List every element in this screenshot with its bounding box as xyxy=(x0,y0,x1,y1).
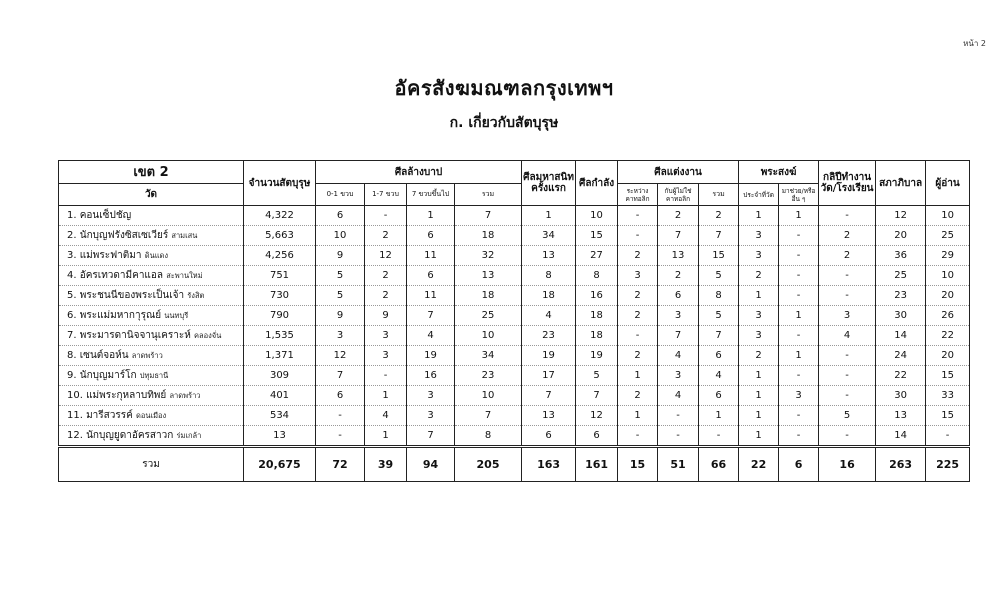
priests-resident-cell: 2 xyxy=(739,346,779,366)
marriage-total-cell: 8 xyxy=(699,286,739,306)
baptism-1-7-cell: - xyxy=(365,206,407,226)
total-marriage: 66 xyxy=(699,447,739,482)
church-name: พระมารดานิจจานุเคราะห์ xyxy=(79,330,191,341)
baptism-total-cell: 10 xyxy=(455,386,522,406)
row-number: 8. xyxy=(67,350,77,361)
baptism-total-cell: 13 xyxy=(455,266,522,286)
marriage-total-cell: - xyxy=(699,426,739,447)
row-number: 2. xyxy=(67,230,77,241)
table-row xyxy=(59,406,970,426)
marriage-total-cell: 1 xyxy=(699,406,739,426)
ministry-cell: 3 xyxy=(819,306,876,326)
priests-resident-cell: 1 xyxy=(739,426,779,447)
church-name: เซนต์จอห์น xyxy=(79,350,129,361)
total-baptism-0-1: 72 xyxy=(316,447,365,482)
total-priests-other: 6 xyxy=(779,447,819,482)
church-name-cell xyxy=(59,306,244,326)
priests-other-cell: - xyxy=(779,326,819,346)
first-communion-cell: 13 xyxy=(522,406,576,426)
marriage-mixed-cell: - xyxy=(658,426,699,447)
population-header: จำนวนสัตบุรุษ xyxy=(244,161,316,206)
church-area: ร่มเกล้า xyxy=(176,431,202,440)
table-row xyxy=(59,266,970,286)
priests-other-cell: - xyxy=(779,266,819,286)
marriage-total-cell: 15 xyxy=(699,246,739,266)
priests-other-cell: 3 xyxy=(779,386,819,406)
row-number: 4. xyxy=(67,270,77,281)
baptism-1-7-cell: - xyxy=(365,366,407,386)
priests-other-cell: 1 xyxy=(779,206,819,226)
baptism-7-up-cell: 7 xyxy=(407,426,455,447)
baptism-0-1-cell: 7 xyxy=(316,366,365,386)
baptism-1-7-cell: 1 xyxy=(365,386,407,406)
population-cell: 790 xyxy=(244,306,316,326)
council-cell: 36 xyxy=(876,246,926,266)
church-area: ลาดพร้าว xyxy=(131,351,163,360)
church-name-cell xyxy=(59,206,244,226)
church-area: สามเสน xyxy=(171,231,198,240)
readers-cell: 26 xyxy=(926,306,970,326)
baptism-1-7-cell: 2 xyxy=(365,226,407,246)
priests-other-cell: - xyxy=(779,366,819,386)
church-area: ดอนเมือง xyxy=(136,411,167,420)
first-communion-cell: 13 xyxy=(522,246,576,266)
confirmation-cell: 6 xyxy=(576,426,618,447)
table-row xyxy=(59,366,970,386)
total-council: 263 xyxy=(876,447,926,482)
baptism-7-up-cell: 3 xyxy=(407,386,455,406)
population-cell: 1,371 xyxy=(244,346,316,366)
readers-cell: 22 xyxy=(926,326,970,346)
confirmation-cell: 18 xyxy=(576,326,618,346)
baptism-1-7-header: 1-7 ขวบ xyxy=(365,184,407,206)
church-name-cell xyxy=(59,346,244,366)
church-name-cell xyxy=(59,406,244,426)
readers-cell: - xyxy=(926,426,970,447)
priests-resident-cell: 1 xyxy=(739,366,779,386)
confirmation-cell: 18 xyxy=(576,306,618,326)
church-name: มารีสวรรค์ xyxy=(86,410,133,421)
total-population: 20,675 xyxy=(244,447,316,482)
priests-resident-cell: 1 xyxy=(739,406,779,426)
ministry-cell: 5 xyxy=(819,406,876,426)
council-cell: 24 xyxy=(876,346,926,366)
church-name-cell xyxy=(59,386,244,406)
church-name-cell xyxy=(59,226,244,246)
population-cell: 534 xyxy=(244,406,316,426)
baptism-7-up-cell: 16 xyxy=(407,366,455,386)
church-name: แม่พระกุหลาบทิพย์ xyxy=(86,390,167,401)
readers-cell: 15 xyxy=(926,366,970,386)
priests-other-cell: - xyxy=(779,406,819,426)
marriage-catholic-cell: 2 xyxy=(618,346,658,366)
church-area: คลองจั่น xyxy=(194,331,222,340)
church-name-cell xyxy=(59,326,244,346)
baptism-7-up-cell: 19 xyxy=(407,346,455,366)
readers-cell: 20 xyxy=(926,286,970,306)
table-row xyxy=(59,306,970,326)
ministry-cell: - xyxy=(819,266,876,286)
marriage-mixed-cell: 13 xyxy=(658,246,699,266)
priests-other-header: มาช่วย/หรืออื่น ๆ xyxy=(779,184,819,206)
marriage-mixed-cell: 3 xyxy=(658,306,699,326)
population-cell: 730 xyxy=(244,286,316,306)
priests-other-cell: - xyxy=(779,286,819,306)
baptism-total-cell: 25 xyxy=(455,306,522,326)
priests-header: พระสงฆ์ xyxy=(739,161,819,184)
table-row xyxy=(59,426,970,447)
readers-cell: 20 xyxy=(926,346,970,366)
baptism-7-up-cell: 1 xyxy=(407,206,455,226)
priests-other-cell: 1 xyxy=(779,346,819,366)
totals-row xyxy=(59,447,970,482)
confirmation-cell: 5 xyxy=(576,366,618,386)
marriage-total-cell: 7 xyxy=(699,226,739,246)
marriage-catholic-cell: 2 xyxy=(618,306,658,326)
first-communion-cell: 17 xyxy=(522,366,576,386)
statistics-table xyxy=(58,160,970,482)
council-cell: 14 xyxy=(876,426,926,447)
church-area: รังสิต xyxy=(187,291,205,300)
population-cell: 751 xyxy=(244,266,316,286)
baptism-0-1-cell: - xyxy=(316,426,365,447)
priests-resident-cell: 3 xyxy=(739,326,779,346)
church-header: วัด xyxy=(59,184,244,206)
priests-resident-cell: 1 xyxy=(739,386,779,406)
church-name: นักบุญยูดาอัครสาวก xyxy=(86,430,174,441)
first-communion-cell: 7 xyxy=(522,386,576,406)
population-cell: 309 xyxy=(244,366,316,386)
baptism-0-1-cell: 5 xyxy=(316,286,365,306)
ministry-cell: - xyxy=(819,386,876,406)
council-cell: 14 xyxy=(876,326,926,346)
church-area: ลาดพร้าว xyxy=(169,391,201,400)
row-number: 10. xyxy=(67,390,83,401)
church-name: นักบุญฟรังซิสเซเวียร์ xyxy=(79,230,169,241)
marriage-total-cell: 2 xyxy=(699,206,739,226)
marriage-catholic-cell: - xyxy=(618,206,658,226)
row-number: 7. xyxy=(67,330,77,341)
confirmation-cell: 12 xyxy=(576,406,618,426)
total-baptism: 205 xyxy=(455,447,522,482)
baptism-7-up-cell: 11 xyxy=(407,246,455,266)
baptism-0-1-cell: 5 xyxy=(316,266,365,286)
page-subtitle: ก. เกี่ยวกับสัตบุรุษ xyxy=(449,115,559,131)
marriage-mixed-header: กับผู้ไม่ใช่คาทอลิก xyxy=(658,184,699,206)
baptism-0-1-cell: 10 xyxy=(316,226,365,246)
population-cell: 4,322 xyxy=(244,206,316,226)
table-row xyxy=(59,246,970,266)
marriage-total-cell: 4 xyxy=(699,366,739,386)
population-cell: 401 xyxy=(244,386,316,406)
marriage-catholic-cell: - xyxy=(618,326,658,346)
baptism-total-cell: 23 xyxy=(455,366,522,386)
row-number: 9. xyxy=(67,370,77,381)
council-cell: 12 xyxy=(876,206,926,226)
confirmation-cell: 15 xyxy=(576,226,618,246)
council-cell: 30 xyxy=(876,386,926,406)
row-number: 5. xyxy=(67,290,77,301)
total-priests-resident: 22 xyxy=(739,447,779,482)
readers-header: ผู้อ่าน xyxy=(926,161,970,206)
baptism-1-7-cell: 12 xyxy=(365,246,407,266)
baptism-0-1-header: 0-1 ขวบ xyxy=(316,184,365,206)
first-communion-cell: 19 xyxy=(522,346,576,366)
church-name: พระแม่มหากาุรุณย์ xyxy=(79,310,162,321)
baptism-0-1-cell: - xyxy=(316,406,365,426)
baptism-7-up-cell: 7 xyxy=(407,306,455,326)
priests-resident-cell: 3 xyxy=(739,226,779,246)
priests-resident-header: ประจำที่วัด xyxy=(739,184,779,206)
baptism-7-up-cell: 3 xyxy=(407,406,455,426)
marriage-mixed-cell: 2 xyxy=(658,266,699,286)
ministry-header: กลิปีทำงานวัด/โรงเรียน xyxy=(819,161,876,206)
table-row xyxy=(59,386,970,406)
readers-cell: 29 xyxy=(926,246,970,266)
confirmation-cell: 27 xyxy=(576,246,618,266)
baptism-0-1-cell: 9 xyxy=(316,306,365,326)
church-area: ดินแดง xyxy=(144,251,169,260)
row-number: 12. xyxy=(67,430,83,441)
total-marriage-mixed: 51 xyxy=(658,447,699,482)
page-title: อัครสังฆมณฑลกรุงเทพฯ xyxy=(394,76,614,100)
church-area: สะพานใหม่ xyxy=(166,271,203,280)
readers-cell: 15 xyxy=(926,406,970,426)
first-communion-cell: 23 xyxy=(522,326,576,346)
marriage-total-cell: 5 xyxy=(699,306,739,326)
confirmation-cell: 16 xyxy=(576,286,618,306)
table-row xyxy=(59,206,970,226)
priests-other-cell: - xyxy=(779,246,819,266)
church-name: พระชนนีของพระเป็นเจ้า xyxy=(79,290,185,301)
church-name: คอนเซ็ปชัญ xyxy=(79,210,132,221)
page-number: หน้า 2 xyxy=(963,39,986,48)
population-cell: 13 xyxy=(244,426,316,447)
confirmation-cell: 8 xyxy=(576,266,618,286)
ministry-cell: - xyxy=(819,286,876,306)
confirmation-cell: 7 xyxy=(576,386,618,406)
first-communion-cell: 18 xyxy=(522,286,576,306)
ministry-cell: - xyxy=(819,346,876,366)
baptism-total-cell: 18 xyxy=(455,226,522,246)
ministry-cell: - xyxy=(819,366,876,386)
baptism-1-7-cell: 3 xyxy=(365,346,407,366)
readers-cell: 10 xyxy=(926,266,970,286)
readers-cell: 33 xyxy=(926,386,970,406)
zone-header: เขต 2 xyxy=(59,161,244,184)
priests-resident-cell: 3 xyxy=(739,306,779,326)
baptism-7-up-header: 7 ขวบขึ้นไป xyxy=(407,184,455,206)
row-number: 1. xyxy=(67,210,77,221)
council-cell: 30 xyxy=(876,306,926,326)
baptism-1-7-cell: 1 xyxy=(365,426,407,447)
confirmation-header: ศีลกำลัง xyxy=(576,161,618,206)
table-row xyxy=(59,226,970,246)
baptism-7-up-cell: 6 xyxy=(407,266,455,286)
row-number: 3. xyxy=(67,250,77,261)
council-cell: 22 xyxy=(876,366,926,386)
baptism-1-7-cell: 3 xyxy=(365,326,407,346)
marriage-catholic-cell: 1 xyxy=(618,366,658,386)
ministry-cell: 2 xyxy=(819,226,876,246)
total-confirmation: 161 xyxy=(576,447,618,482)
first-communion-cell: 34 xyxy=(522,226,576,246)
church-name-cell xyxy=(59,426,244,447)
church-name-cell xyxy=(59,366,244,386)
priests-resident-cell: 1 xyxy=(739,206,779,226)
council-cell: 25 xyxy=(876,266,926,286)
baptism-1-7-cell: 2 xyxy=(365,286,407,306)
church-name-cell xyxy=(59,266,244,286)
priests-resident-cell: 2 xyxy=(739,266,779,286)
first-communion-cell: 8 xyxy=(522,266,576,286)
ministry-cell: - xyxy=(819,206,876,226)
council-cell: 20 xyxy=(876,226,926,246)
first-communion-cell: 1 xyxy=(522,206,576,226)
church-name: แม่พระฟาติมา xyxy=(79,250,142,261)
baptism-0-1-cell: 6 xyxy=(316,206,365,226)
baptism-total-cell: 7 xyxy=(455,406,522,426)
baptism-1-7-cell: 4 xyxy=(365,406,407,426)
church-area: นนทบุรี xyxy=(164,311,189,320)
priests-other-cell: 1 xyxy=(779,306,819,326)
baptism-0-1-cell: 9 xyxy=(316,246,365,266)
table-row xyxy=(59,346,970,366)
ministry-cell: 4 xyxy=(819,326,876,346)
marriage-mixed-cell: 7 xyxy=(658,226,699,246)
population-cell: 1,535 xyxy=(244,326,316,346)
total-first-communion: 163 xyxy=(522,447,576,482)
first-communion-cell: 6 xyxy=(522,426,576,447)
church-name-cell xyxy=(59,246,244,266)
priests-resident-cell: 3 xyxy=(739,246,779,266)
baptism-7-up-cell: 6 xyxy=(407,226,455,246)
table-row xyxy=(59,326,970,346)
population-cell: 5,663 xyxy=(244,226,316,246)
row-number: 11. xyxy=(67,410,83,421)
confirmation-cell: 19 xyxy=(576,346,618,366)
marriage-catholic-cell: - xyxy=(618,226,658,246)
priests-other-cell: - xyxy=(779,226,819,246)
marriage-total-cell: 6 xyxy=(699,386,739,406)
marriage-total-cell: 7 xyxy=(699,326,739,346)
baptism-total-cell: 32 xyxy=(455,246,522,266)
total-marriage-catholic: 15 xyxy=(618,447,658,482)
marriage-catholic-cell: 2 xyxy=(618,246,658,266)
marriage-catholic-cell: 2 xyxy=(618,286,658,306)
baptism-0-1-cell: 3 xyxy=(316,326,365,346)
total-readers: 225 xyxy=(926,447,970,482)
population-cell: 4,256 xyxy=(244,246,316,266)
baptism-7-up-cell: 4 xyxy=(407,326,455,346)
council-cell: 23 xyxy=(876,286,926,306)
baptism-0-1-cell: 6 xyxy=(316,386,365,406)
baptism-1-7-cell: 9 xyxy=(365,306,407,326)
marriage-mixed-cell: - xyxy=(658,406,699,426)
marriage-total-cell: 5 xyxy=(699,266,739,286)
marriage-mixed-cell: 2 xyxy=(658,206,699,226)
marriage-catholic-cell: 2 xyxy=(618,386,658,406)
baptism-1-7-cell: 2 xyxy=(365,266,407,286)
priests-resident-cell: 1 xyxy=(739,286,779,306)
council-cell: 13 xyxy=(876,406,926,426)
row-number: 6. xyxy=(67,310,77,321)
marriage-catholic-cell: 1 xyxy=(618,406,658,426)
totals-label: รวม xyxy=(59,447,244,482)
readers-cell: 25 xyxy=(926,226,970,246)
baptism-0-1-cell: 12 xyxy=(316,346,365,366)
ministry-cell: 2 xyxy=(819,246,876,266)
marriage-catholic-header: ระหว่างคาทอลิก xyxy=(618,184,658,206)
baptism-total-header: รวม xyxy=(455,184,522,206)
baptism-total-cell: 8 xyxy=(455,426,522,447)
church-name: อัครเทวดามีคาแอล xyxy=(79,270,164,281)
marriage-mixed-cell: 3 xyxy=(658,366,699,386)
first-communion-header: ศีลมหาสนิทครั้งแรก xyxy=(522,161,576,206)
baptism-header: ศีลล้างบาป xyxy=(316,161,522,184)
marriage-mixed-cell: 4 xyxy=(658,386,699,406)
marriage-catholic-cell: 3 xyxy=(618,266,658,286)
baptism-7-up-cell: 11 xyxy=(407,286,455,306)
confirmation-cell: 10 xyxy=(576,206,618,226)
baptism-total-cell: 18 xyxy=(455,286,522,306)
marriage-catholic-cell: - xyxy=(618,426,658,447)
marriage-total-header: รวม xyxy=(699,184,739,206)
total-ministry: 16 xyxy=(819,447,876,482)
baptism-total-cell: 7 xyxy=(455,206,522,226)
baptism-total-cell: 10 xyxy=(455,326,522,346)
church-area: ปทุมธานี xyxy=(139,371,169,380)
church-name-cell xyxy=(59,286,244,306)
church-name: นักบุญมาร์โก xyxy=(79,370,137,381)
first-communion-cell: 4 xyxy=(522,306,576,326)
marriage-mixed-cell: 4 xyxy=(658,346,699,366)
marriage-mixed-cell: 7 xyxy=(658,326,699,346)
marriage-mixed-cell: 6 xyxy=(658,286,699,306)
council-header: สภาภิบาล xyxy=(876,161,926,206)
baptism-total-cell: 34 xyxy=(455,346,522,366)
ministry-cell: - xyxy=(819,426,876,447)
readers-cell: 10 xyxy=(926,206,970,226)
total-baptism-1-7: 39 xyxy=(365,447,407,482)
table-row xyxy=(59,286,970,306)
marriage-header: ศีลแต่งงาน xyxy=(618,161,739,184)
total-baptism-7-up: 94 xyxy=(407,447,455,482)
priests-other-cell: - xyxy=(779,426,819,447)
marriage-total-cell: 6 xyxy=(699,346,739,366)
